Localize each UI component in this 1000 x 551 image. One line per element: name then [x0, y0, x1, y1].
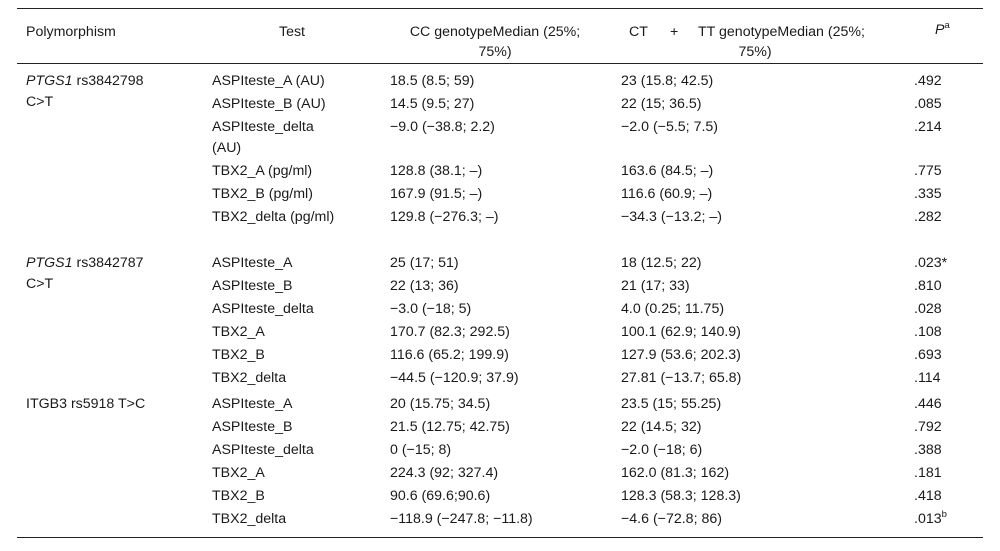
p-value — [914, 276, 942, 297]
polymorphism-label — [26, 394, 206, 415]
variant-id: rs3842798 — [72, 73, 144, 89]
test-name: ASPIteste_delta — [212, 301, 314, 317]
header-cc-line1: CC genotypeMedian (25%; — [409, 24, 581, 40]
ct-tt-median: 23 (15.8; 42.5) — [621, 73, 714, 89]
p-value-number: .693 — [914, 347, 942, 363]
p-value-number: .492 — [914, 73, 942, 89]
test-name: ASPIteste_B (AU) — [212, 96, 326, 112]
cc-median: 0 (−15; 8) — [390, 442, 452, 458]
p-value-number: .335 — [914, 186, 942, 202]
test-name: ASPIteste_B — [212, 419, 293, 435]
table-top-rule — [17, 8, 983, 9]
ct-tt-median: 22 (15; 36.5) — [621, 96, 702, 112]
test-name: TBX2_B — [212, 347, 265, 363]
p-value-number: .114 — [914, 370, 941, 386]
cc-median: 22 (13; 36) — [390, 278, 459, 294]
header-p-sup: a — [944, 20, 950, 31]
p-value — [914, 253, 947, 274]
test-name: ASPIteste_B — [212, 278, 293, 294]
cc-median: 21.5 (12.75; 42.75) — [390, 419, 510, 435]
ct-tt-median: −2.0 (−18; 6) — [621, 442, 703, 458]
p-value-number: .446 — [914, 396, 942, 412]
cc-median: 18.5 (8.5; 59) — [390, 73, 475, 89]
p-value-number: .388 — [914, 442, 942, 458]
p-value-number: .792 — [914, 419, 942, 435]
cc-median: 167.9 (91.5; –) — [390, 186, 483, 202]
ct-tt-median: 127.9 (53.6; 202.3) — [621, 347, 741, 363]
p-value-number: .085 — [914, 96, 942, 112]
test-name: ASPIteste_A (AU) — [212, 73, 325, 89]
test-name: TBX2_A — [212, 324, 265, 340]
polymorphism-label — [26, 71, 206, 113]
cc-median: 20 (15.75; 34.5) — [390, 396, 491, 412]
cc-median: 25 (17; 51) — [390, 255, 459, 271]
p-value — [914, 394, 942, 415]
cc-median: 170.7 (82.3; 292.5) — [390, 324, 510, 340]
ct-tt-median: 128.3 (58.3; 128.3) — [621, 488, 741, 504]
table-header-rule — [17, 63, 983, 64]
ct-tt-median: 116.6 (60.9; –) — [621, 186, 713, 202]
p-value-number: .108 — [914, 324, 942, 340]
p-value-number: .282 — [914, 209, 942, 225]
p-value-number: .181 — [914, 465, 942, 481]
p-value — [914, 463, 942, 484]
test-name: TBX2_A (pg/ml) — [212, 163, 313, 179]
p-value — [914, 71, 942, 92]
p-value — [914, 299, 942, 320]
p-value-number: .418 — [914, 488, 942, 504]
p-value — [914, 161, 942, 182]
test-name: TBX2_delta — [212, 370, 287, 386]
cc-median: 14.5 (9.5; 27) — [390, 96, 475, 112]
cc-median: −3.0 (−18; 5) — [390, 301, 472, 317]
header-test: Test — [278, 24, 306, 40]
variant-id: rs3842787 — [72, 255, 144, 271]
polymorphism-label — [26, 253, 206, 295]
ct-tt-median: −34.3 (−13.2; –) — [621, 209, 722, 225]
gene-name: PTGS1 — [26, 255, 73, 271]
cc-median: 129.8 (−276.3; –) — [390, 209, 499, 225]
p-value — [914, 345, 942, 366]
variant-id: ITGB3 rs5918 T>C — [26, 396, 146, 412]
p-value — [914, 417, 942, 438]
test-name: TBX2_delta (pg/ml) — [212, 209, 335, 225]
header-polymorphism: Polymorphism — [26, 24, 116, 40]
p-value — [914, 486, 942, 507]
p-value-number: .775 — [914, 163, 942, 179]
header-ct-label: CT — [629, 24, 648, 40]
ct-tt-median: 27.81 (−13.7; 65.8) — [621, 370, 742, 386]
header-tt-line2: 75%) — [738, 44, 772, 60]
p-value — [914, 509, 947, 530]
header-ct-plus: + — [670, 24, 679, 40]
header-p-letter: P — [935, 22, 945, 38]
p-value — [914, 94, 942, 115]
cc-median: 116.6 (65.2; 199.9) — [390, 347, 509, 363]
ct-tt-median: 4.0 (0.25; 11.75) — [621, 301, 725, 317]
ct-tt-median: 162.0 (81.3; 162) — [621, 465, 730, 481]
p-value — [914, 207, 942, 228]
ct-tt-median: 22 (14.5; 32) — [621, 419, 702, 435]
header-cc-line2: 75%) — [478, 44, 512, 60]
test-name: TBX2_delta — [212, 511, 287, 527]
cc-median: 224.3 (92; 327.4) — [390, 465, 499, 481]
test-name: TBX2_A — [212, 465, 265, 481]
p-value-number: .023* — [914, 255, 948, 271]
ct-tt-median: −4.6 (−72.8; 86) — [621, 511, 722, 527]
cc-median: −44.5 (−120.9; 37.9) — [390, 370, 519, 386]
ct-tt-median: −2.0 (−5.5; 7.5) — [621, 119, 719, 135]
p-value — [914, 440, 942, 461]
p-value-number: .028 — [914, 301, 942, 317]
cc-median: −118.9 (−247.8; −11.8) — [390, 511, 533, 527]
p-value — [914, 117, 942, 138]
ct-tt-median: 23.5 (15; 55.25) — [621, 396, 722, 412]
variant-allele-change: C>T — [26, 276, 54, 292]
p-value — [914, 184, 942, 205]
ct-tt-median: 18 (12.5; 22) — [621, 255, 702, 271]
header-tt-genotype: TT genotypeMedian (25%; — [698, 24, 865, 40]
cc-median: 90.6 (69.6;90.6) — [390, 488, 491, 504]
header-p-value — [935, 20, 950, 40]
ct-tt-median: 21 (17; 33) — [621, 278, 690, 294]
ct-tt-median: 163.6 (84.5; –) — [621, 163, 714, 179]
test-name: ASPIteste_delta — [212, 442, 314, 458]
test-name: ASPIteste_A — [212, 255, 293, 271]
gene-name: PTGS1 — [26, 73, 73, 89]
p-value-number: .214 — [914, 119, 942, 135]
p-value-footnote: b — [941, 509, 947, 520]
cc-median: 128.8 (38.1; –) — [390, 163, 483, 179]
table-bottom-rule — [17, 537, 983, 538]
ct-tt-median: 100.1 (62.9; 140.9) — [621, 324, 741, 340]
test-name: ASPIteste_A — [212, 396, 293, 412]
p-value — [914, 322, 942, 343]
p-value-number: .810 — [914, 278, 942, 294]
test-name: TBX2_B — [212, 488, 265, 504]
test-name: TBX2_B (pg/ml) — [212, 186, 313, 202]
cc-median: −9.0 (−38.8; 2.2) — [390, 119, 495, 135]
variant-allele-change: C>T — [26, 94, 54, 110]
header-cc-genotype — [385, 22, 605, 62]
test-name: ASPIteste_delta (AU) — [212, 119, 314, 156]
p-value-number: .013 — [914, 511, 942, 527]
p-value — [914, 368, 941, 389]
